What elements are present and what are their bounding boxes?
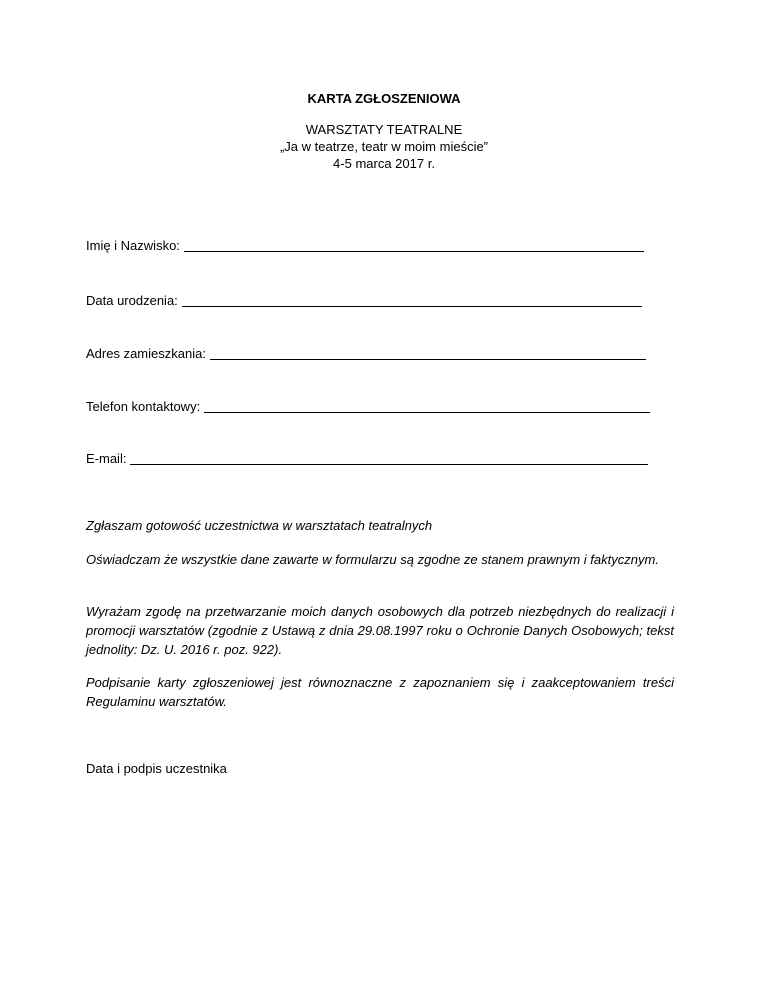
statement-data-processing-consent: Wyrażam zgodę na przetwarzanie moich danych osobowych dla potrzeb niezbędnych do realizacji i promocji warsztatów (zgodnie z Ustawą z dnia 29.08.1997 roku o Ochronie Danych Osobowych; tekst jednolity: Dz. U. 2016 r. poz. 922). (86, 604, 674, 657)
email-input-line[interactable] (130, 452, 648, 465)
statement-data-accuracy: Oświadczam że wszystkie dane zawarte w formularzu są zgodne ze stanem prawnym i faktycznym. (86, 552, 659, 567)
page-title: KARTA ZGŁOSZENIOWA (307, 91, 461, 106)
signature-label: Data i podpis uczestnika (86, 761, 227, 776)
statement-participation: Zgłaszam gotowość uczestnictwa w warsztatach teatralnych (86, 518, 433, 533)
field-birth-date (86, 293, 642, 309)
field-full-name (86, 238, 644, 254)
event-name: „Ja w teatrze, teatr w moim mieście” (279, 139, 489, 154)
event-date: 4-5 marca 2017 r. (333, 156, 435, 171)
event-info (0, 121, 768, 172)
full-name-input-line[interactable] (184, 239, 644, 252)
birth-date-input-line[interactable] (182, 294, 642, 307)
statement-rules-acceptance: Podpisanie karty zgłoszeniowej jest równoznaczne z zapoznaniem się i zaakceptowaniem treści Regulaminu warsztatów. (86, 675, 674, 709)
field-label-full-name: Imię i Nazwisko: (86, 238, 180, 253)
field-email (86, 451, 648, 467)
event-type: WARSZTATY TEATRALNE (305, 122, 463, 137)
field-label-birth-date: Data urodzenia: (86, 293, 178, 308)
field-label-email: E-mail: (86, 451, 127, 466)
form-header (0, 90, 768, 172)
phone-input-line[interactable] (204, 400, 650, 413)
field-address (86, 346, 646, 362)
field-label-phone: Telefon kontaktowy: (86, 399, 201, 414)
address-input-line[interactable] (210, 347, 646, 360)
field-phone (86, 399, 650, 415)
field-label-address: Adres zamieszkania: (86, 346, 206, 361)
